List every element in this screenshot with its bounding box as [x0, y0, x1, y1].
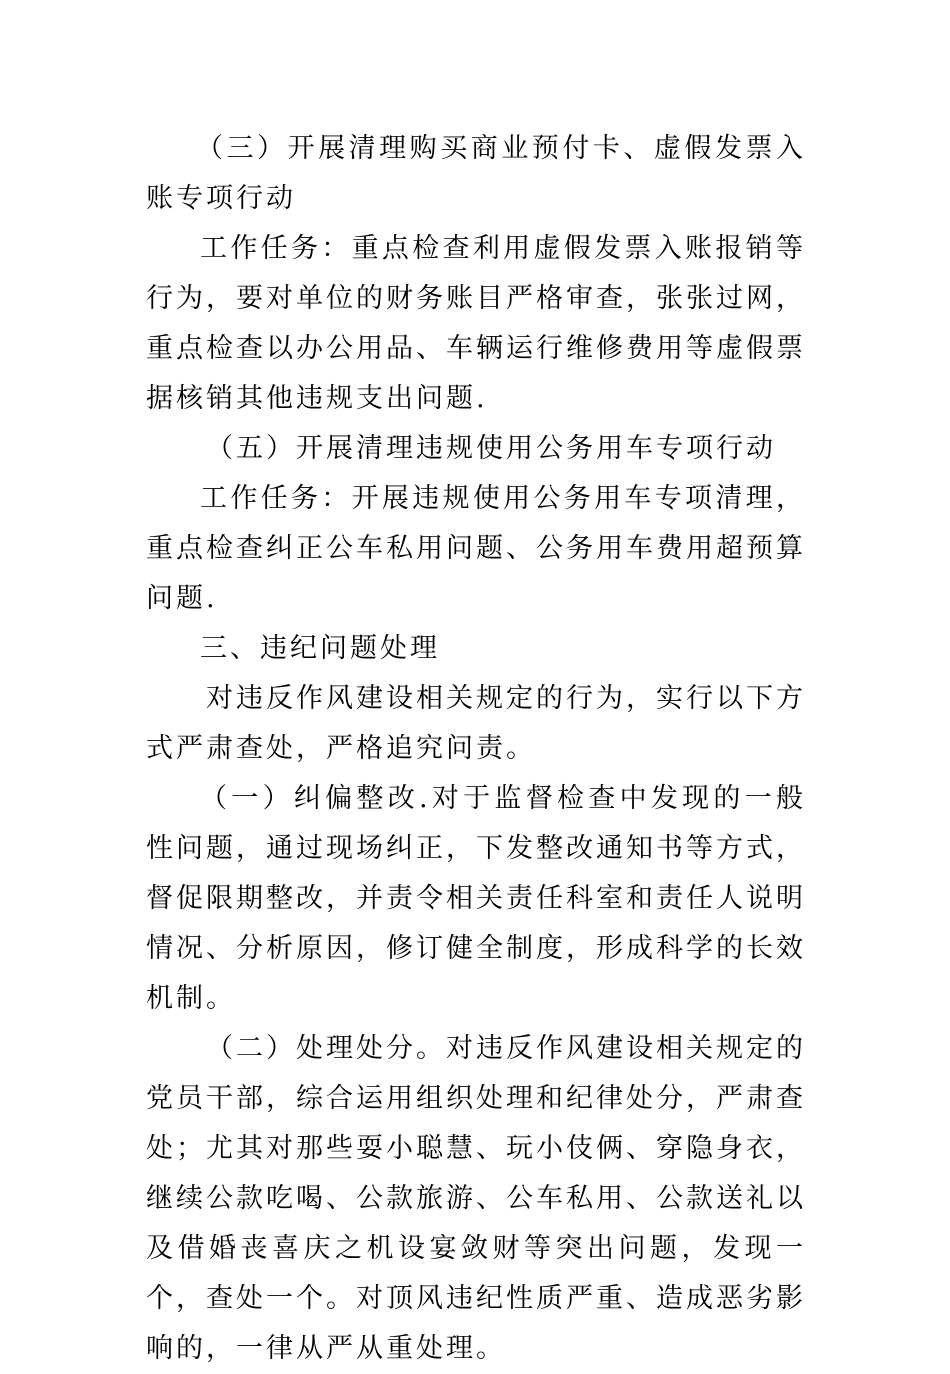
task-five-paragraph: 工作任务：开展违规使用公务用车专项清理，重点检查纠正公车私用问题、公务用车费用超预算问题.: [146, 483, 806, 614]
heading-three: （三）开展清理购买商业预付卡、虚假发票入账专项行动: [146, 133, 806, 214]
heading-five: （五）开展清理违规使用公务用车专项行动: [206, 433, 776, 464]
document-body: [146, 124, 806, 1374]
item-one-paragraph: （一）纠偏整改.对于监督检查中发现的一般性问题，通过现场纠正，下发整改通知书等方式，督促限期整改，并责令相关责任科室和责任人说明情况、分析原因，修订健全制度，形成科学的长效机制。: [146, 783, 806, 1014]
section-three-heading: 三、违纪问题处理: [200, 633, 440, 664]
item-two-paragraph: （二）处理处分。对违反作风建设相关规定的党员干部，综合运用组织处理和纪律处分，严肃查处；尤其对那些耍小聪慧、玩小伎俩、穿隐身衣，继续公款吃喝、公款旅游、公车私用、公款送礼以及借婚丧喜庆之机设宴敛财等突出问题，发现一个，查处一个。对顶风违纪性质严重、造成恶劣影响的，一律从严从重处理。: [146, 1033, 806, 1364]
section-intro-paragraph: 对违反作风建设相关规定的行为，实行以下方式严肃查处，严格追究问责。: [146, 683, 806, 764]
task-three-paragraph: 工作任务：重点检查利用虚假发票入账报销等行为，要对单位的财务账目严格审查，张张过网，重点检查以办公用品、车辆运行维修费用等虚假票据核销其他违规支出问题.: [146, 233, 806, 414]
